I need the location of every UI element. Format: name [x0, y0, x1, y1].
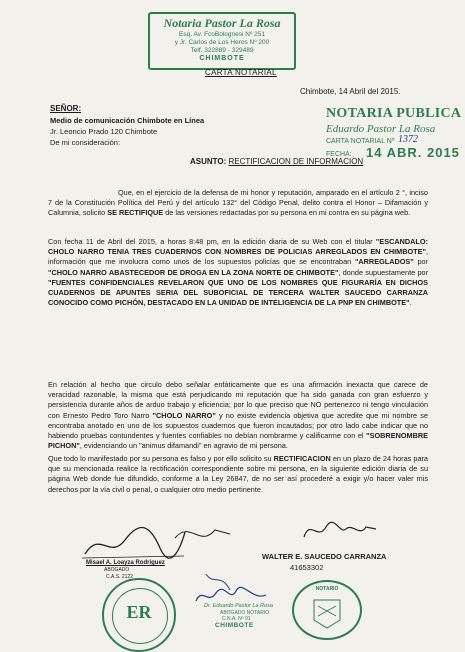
- signer-right-dni: 41653302: [290, 563, 324, 572]
- p2-text-c: , información que me involucra como unos de los supuestos policías que se encontraban: [48, 247, 428, 267]
- p3-text-d: "SOBRENOMBRE PICHON": [48, 431, 428, 451]
- seal-emblem-icon: [294, 582, 360, 638]
- carta-notarial-label: CARTA NOTARIAL: [205, 68, 277, 77]
- notary-stamp-top: [148, 12, 296, 70]
- signature-left-icon: [80, 520, 190, 562]
- p2-text-a: Con fecha 11 de Abril del 2015, a horas 8:48 pm, en la edición diaria de su Web con el titular: [48, 237, 376, 246]
- greeting: SEÑOR:: [50, 104, 82, 113]
- paragraph-3: [48, 380, 428, 451]
- salutation: De mi consideración:: [50, 138, 121, 147]
- p1-text-b: SE RECTIFIQUE: [107, 208, 164, 218]
- stamp-title: Notaria Pastor La Rosa: [163, 16, 281, 30]
- subject-line: [190, 157, 363, 166]
- p2-text-f: "CHOLO NARRO ABASTECEDOR DE DROGA EN LA ZONA NORTE DE CHIMBOTE": [48, 267, 339, 277]
- notary-signer-cna: C.N.A. Nº 91: [222, 616, 251, 622]
- p2-text-e: por: [413, 257, 428, 267]
- p2-text-d: "ARREGLADOS": [354, 257, 414, 267]
- fecha-value: 14 ABR. 2015: [366, 145, 460, 160]
- signer-left-name: Misael A. Loayza Rodriguez: [86, 560, 165, 566]
- p3-text-c: y no existe evidencia objetiva que acredite que mi nombre se encontraba anotado en uno de los supuestos cuadernos que fueron incautados; por otro lado cabe indicar que no habiendo pruebas contundentes y fuentes confiables no debían nombrarme y calificarme con el: [48, 410, 428, 441]
- p3-text-b: "CHOLO NARRO": [152, 410, 216, 420]
- stamp-address-2: y Jr. Carlos de Los Heros Nº 200: [174, 39, 270, 46]
- notary-signer-name: Dr. Eduardo Pastor La Rosa: [204, 603, 273, 609]
- p1-text-a: Que, en el ejercicio de la defensa de mi honor y reputación, amparado en el artículo 2 °, inciso 7 de la Constitución Política del Perú y del artículo 132° del Código Penal, delito contra el Honor – Difamación y Calumnia, solicito: [48, 188, 428, 218]
- signer-left-role: ABOGADO: [104, 567, 130, 573]
- signer-left-cas: C.A.S. 2122: [106, 574, 133, 580]
- fecha-label: FECHA:: [326, 151, 352, 158]
- p4-text-a: Que todo lo manifestado por su persona es falso y por ello solicito su: [48, 454, 274, 463]
- notary-name: Eduardo Pastor La Rosa: [326, 123, 436, 135]
- subject-value: RECTIFICACION DE INFORMACION: [228, 157, 364, 166]
- notary-signer-role: ABOGADO NOTARIO: [220, 610, 270, 616]
- signer-right-name: WALTER E. SAUCEDO CARRANZA: [262, 552, 387, 561]
- p1-text-c: de las versiones redactadas por su persona en mi contra en su página web.: [163, 208, 411, 218]
- p2-text-i: .: [409, 298, 412, 308]
- subject-label: ASUNTO:: [190, 157, 227, 166]
- p4-text-b: RECTIFICACION: [273, 454, 331, 463]
- p4-text-c: en un plazo de 24 horas para que su mencionada realice la rectificación correspondiente sobre mi persona, en la siguiente edición diaria de su página Web donde fue difundido, conforme a la Ley 26847, de no ser así procederé a exigir y/o hacer valer mis derechos por la vía civil o penal, o cualquier otro medio pertinente.: [48, 454, 428, 494]
- paragraph-1: [48, 188, 428, 219]
- carta-number-value: 1372: [398, 134, 418, 145]
- carta-number-label: CARTA NOTARIAL Nº: [326, 138, 395, 145]
- recipient-address: Jr. Leoncio Prado 120 Chimbote: [50, 127, 158, 136]
- notario-seal-label: NOTARIO: [315, 586, 339, 592]
- notario-seal-icon: [292, 580, 362, 640]
- seal-monogram: ER: [126, 602, 152, 622]
- p2-text-b: "ESCANDALO: CHOLO NARRO TENIA TRES CUADERNOS CON NOMBRES DE POLICIAS ARREGLADOS EN CHIMBOTE": [48, 237, 428, 257]
- notary-seal-er-icon: [102, 578, 176, 652]
- notary-signer-city: CHIMBOTE: [215, 622, 254, 629]
- notary-title: NOTARIA PUBLICA: [326, 106, 462, 121]
- p3-text-a: En relación al hecho que circulo debo señalar enfáticamente que es una afirmación inexacta que carece de veracidad razonable, la misma que está perjudicando mi reputación que ha sido ganada con gran esfuerzo y persistencia durante años de arduo trabajo y eficiencia; por lo que preciso que NO pertenezco ni tengo vinculación con Ernesto Pedro Toro Narro: [48, 380, 428, 420]
- stamp-city: CHIMBOTE: [199, 55, 245, 62]
- stamp-address-1: Esq. Av. FcoBolognesi Nº 251: [179, 31, 265, 38]
- paragraph-4: [48, 454, 428, 495]
- stamp-phone: Telf. 322889 - 329489: [190, 47, 254, 54]
- p2-text-g: , donde supuestamente por: [338, 267, 429, 277]
- paragraph-2: [48, 237, 428, 308]
- recipient-name: Medio de comunicación Chimbote en Línea: [50, 116, 205, 125]
- signature-right-icon: [300, 515, 380, 545]
- letter-date: Chimbote, 14 Abril del 2015.: [300, 87, 401, 96]
- p3-text-e: , evidenciando un "animus difamandi" en agravio de mi persona.: [79, 441, 288, 451]
- p2-text-h: "FUENTES CONFIDENCIALES REVELARON QUE UNO DE LOS NOMBRES QUE FIGURARÍA EN DICHOS CUADERNOS DE APUNTES SERIA DEL SUBOFICIAL DE TERCERA WALTER SAUCEDO CARRANZA CONOCIDO COMO PICHÓN, DESTACADO EN LA UNIDAD DE INTELIGENCIA DE LA PNP EN CHIMBOTE": [48, 277, 428, 308]
